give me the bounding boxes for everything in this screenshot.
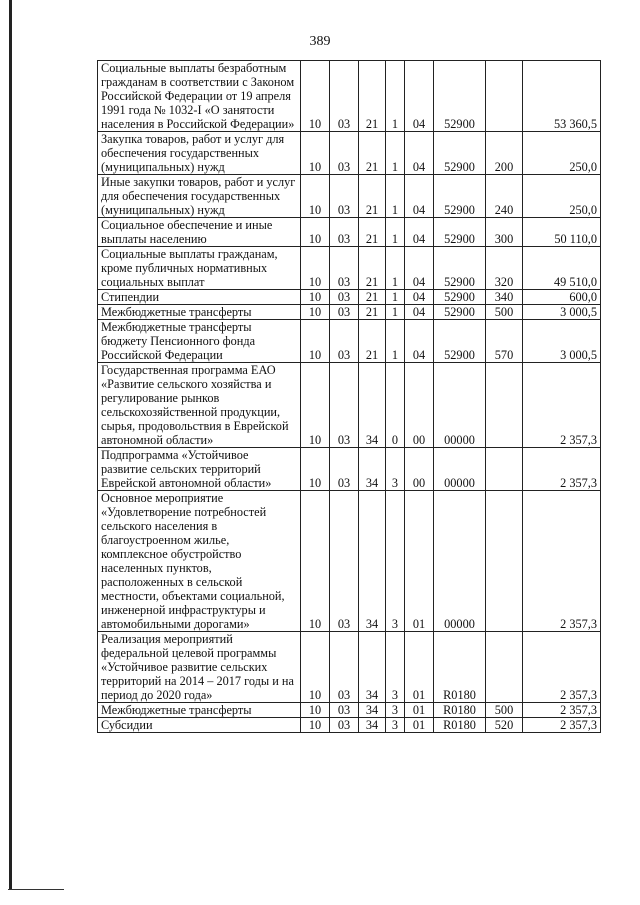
code-direction: R0180	[434, 703, 486, 718]
code-direction: 00000	[434, 363, 486, 448]
row-name: Межбюджетные трансферты бюджету Пенсионного фонда Российской Федерации	[98, 320, 301, 363]
code-program: 21	[359, 132, 386, 175]
code-event: 04	[405, 305, 434, 320]
code-section: 10	[301, 703, 330, 718]
code-expense-type: 520	[486, 718, 523, 733]
code-subsection: 03	[330, 320, 359, 363]
code-section: 10	[301, 305, 330, 320]
row-amount: 53 360,5	[523, 61, 601, 132]
code-event: 04	[405, 290, 434, 305]
row-name: Иные закупки товаров, работ и услуг для обеспечения государственных (муниципальных) нужд	[98, 175, 301, 218]
code-expense-type: 200	[486, 132, 523, 175]
table-row	[98, 218, 601, 247]
footnote-rule	[8, 889, 64, 890]
code-direction: 52900	[434, 132, 486, 175]
code-subprogram: 1	[386, 218, 405, 247]
row-name: Социальное обеспечение и иные выплаты населению	[98, 218, 301, 247]
code-program: 34	[359, 363, 386, 448]
row-amount: 3 000,5	[523, 320, 601, 363]
row-name: Социальные выплаты безработным гражданам в соответствии с Законом Российской Федерации от 19 апреля 1991 года № 1032-I «О занятости населения в Российской Федерации»	[98, 61, 301, 132]
code-program: 34	[359, 491, 386, 632]
code-direction: 52900	[434, 320, 486, 363]
code-subprogram: 1	[386, 247, 405, 290]
code-direction: 52900	[434, 305, 486, 320]
table-row	[98, 703, 601, 718]
code-expense-type	[486, 632, 523, 703]
code-subsection: 03	[330, 363, 359, 448]
row-amount: 2 357,3	[523, 632, 601, 703]
code-expense-type	[486, 491, 523, 632]
code-section: 10	[301, 491, 330, 632]
row-amount: 3 000,5	[523, 305, 601, 320]
code-expense-type: 500	[486, 305, 523, 320]
row-amount: 2 357,3	[523, 491, 601, 632]
code-subprogram: 3	[386, 491, 405, 632]
code-event: 04	[405, 132, 434, 175]
table-row	[98, 491, 601, 632]
code-direction: 52900	[434, 175, 486, 218]
row-amount: 49 510,0	[523, 247, 601, 290]
code-subprogram: 1	[386, 320, 405, 363]
code-subprogram: 1	[386, 305, 405, 320]
code-event: 00	[405, 363, 434, 448]
budget-table	[97, 60, 601, 733]
code-event: 04	[405, 320, 434, 363]
left-margin-rule	[9, 0, 12, 890]
code-event: 04	[405, 175, 434, 218]
code-expense-type: 500	[486, 703, 523, 718]
table-row	[98, 175, 601, 218]
row-name: Стипендии	[98, 290, 301, 305]
code-section: 10	[301, 61, 330, 132]
code-direction: 52900	[434, 218, 486, 247]
row-name: Основное мероприятие «Удовлетворение потребностей сельского населения в благоустроенном жилье, комплексное обустройство населенных пунктов, расположенных в сельской местности, объектами социальной, инженерной инфраструктуры и автомобильными дорогами»	[98, 491, 301, 632]
row-name: Субсидии	[98, 718, 301, 733]
code-program: 21	[359, 320, 386, 363]
row-amount: 2 357,3	[523, 363, 601, 448]
code-section: 10	[301, 247, 330, 290]
table-row	[98, 305, 601, 320]
code-subprogram: 3	[386, 718, 405, 733]
code-direction: R0180	[434, 632, 486, 703]
code-subsection: 03	[330, 491, 359, 632]
row-amount: 250,0	[523, 175, 601, 218]
code-program: 34	[359, 448, 386, 491]
code-subsection: 03	[330, 448, 359, 491]
row-amount: 50 110,0	[523, 218, 601, 247]
code-expense-type	[486, 448, 523, 491]
table-row	[98, 61, 601, 132]
code-expense-type: 300	[486, 218, 523, 247]
code-expense-type	[486, 363, 523, 448]
code-expense-type: 320	[486, 247, 523, 290]
code-expense-type: 340	[486, 290, 523, 305]
code-subsection: 03	[330, 218, 359, 247]
table-row	[98, 247, 601, 290]
code-event: 04	[405, 247, 434, 290]
row-name: Межбюджетные трансферты	[98, 703, 301, 718]
table-row	[98, 132, 601, 175]
code-event: 01	[405, 632, 434, 703]
table-row	[98, 448, 601, 491]
code-expense-type: 240	[486, 175, 523, 218]
code-direction: 52900	[434, 247, 486, 290]
code-program: 21	[359, 218, 386, 247]
code-subsection: 03	[330, 632, 359, 703]
code-section: 10	[301, 218, 330, 247]
code-program: 34	[359, 632, 386, 703]
table-row	[98, 718, 601, 733]
code-section: 10	[301, 448, 330, 491]
row-amount: 2 357,3	[523, 703, 601, 718]
code-event: 01	[405, 718, 434, 733]
row-name: Реализация мероприятий федеральной целевой программы «Устойчивое развитие сельских территорий на 2014 – 2017 годы и на период до 2020 года»	[98, 632, 301, 703]
code-event: 04	[405, 218, 434, 247]
code-direction: 00000	[434, 491, 486, 632]
row-amount: 2 357,3	[523, 718, 601, 733]
code-event: 01	[405, 491, 434, 632]
code-expense-type: 570	[486, 320, 523, 363]
code-section: 10	[301, 132, 330, 175]
code-direction: 52900	[434, 61, 486, 132]
code-direction: 52900	[434, 290, 486, 305]
row-amount: 250,0	[523, 132, 601, 175]
row-name: Закупка товаров, работ и услуг для обеспечения государственных (муниципальных) нужд	[98, 132, 301, 175]
code-subprogram: 1	[386, 61, 405, 132]
code-program: 34	[359, 718, 386, 733]
code-section: 10	[301, 320, 330, 363]
code-subprogram: 3	[386, 632, 405, 703]
code-subprogram: 3	[386, 448, 405, 491]
row-amount: 2 357,3	[523, 448, 601, 491]
code-section: 10	[301, 718, 330, 733]
code-program: 21	[359, 247, 386, 290]
row-name: Подпрограмма «Устойчивое развитие сельских территорий Еврейской автономной области»	[98, 448, 301, 491]
code-program: 21	[359, 290, 386, 305]
code-event: 00	[405, 448, 434, 491]
row-name: Социальные выплаты гражданам, кроме публичных нормативных социальных выплат	[98, 247, 301, 290]
code-section: 10	[301, 175, 330, 218]
code-subprogram: 0	[386, 363, 405, 448]
code-subsection: 03	[330, 290, 359, 305]
code-direction: 00000	[434, 448, 486, 491]
code-subsection: 03	[330, 247, 359, 290]
row-amount: 600,0	[523, 290, 601, 305]
code-subsection: 03	[330, 132, 359, 175]
code-subprogram: 1	[386, 175, 405, 218]
code-event: 04	[405, 61, 434, 132]
code-program: 21	[359, 305, 386, 320]
table-row	[98, 632, 601, 703]
code-subsection: 03	[330, 718, 359, 733]
table-row	[98, 290, 601, 305]
table-row	[98, 363, 601, 448]
code-subsection: 03	[330, 703, 359, 718]
code-section: 10	[301, 290, 330, 305]
page-number: 389	[309, 34, 331, 49]
code-event: 01	[405, 703, 434, 718]
code-subprogram: 1	[386, 290, 405, 305]
row-name: Государственная программа ЕАО «Развитие сельского хозяйства и регулирование рынков сельскохозяйственной продукции, сырья, продовольствия в Еврейской автономной области»	[98, 363, 301, 448]
code-subsection: 03	[330, 61, 359, 132]
code-subprogram: 1	[386, 132, 405, 175]
code-subprogram: 3	[386, 703, 405, 718]
code-subsection: 03	[330, 305, 359, 320]
code-section: 10	[301, 632, 330, 703]
table-row	[98, 320, 601, 363]
code-program: 34	[359, 703, 386, 718]
code-section: 10	[301, 363, 330, 448]
code-direction: R0180	[434, 718, 486, 733]
row-name: Межбюджетные трансферты	[98, 305, 301, 320]
code-program: 21	[359, 61, 386, 132]
code-subsection: 03	[330, 175, 359, 218]
code-program: 21	[359, 175, 386, 218]
code-expense-type	[486, 61, 523, 132]
